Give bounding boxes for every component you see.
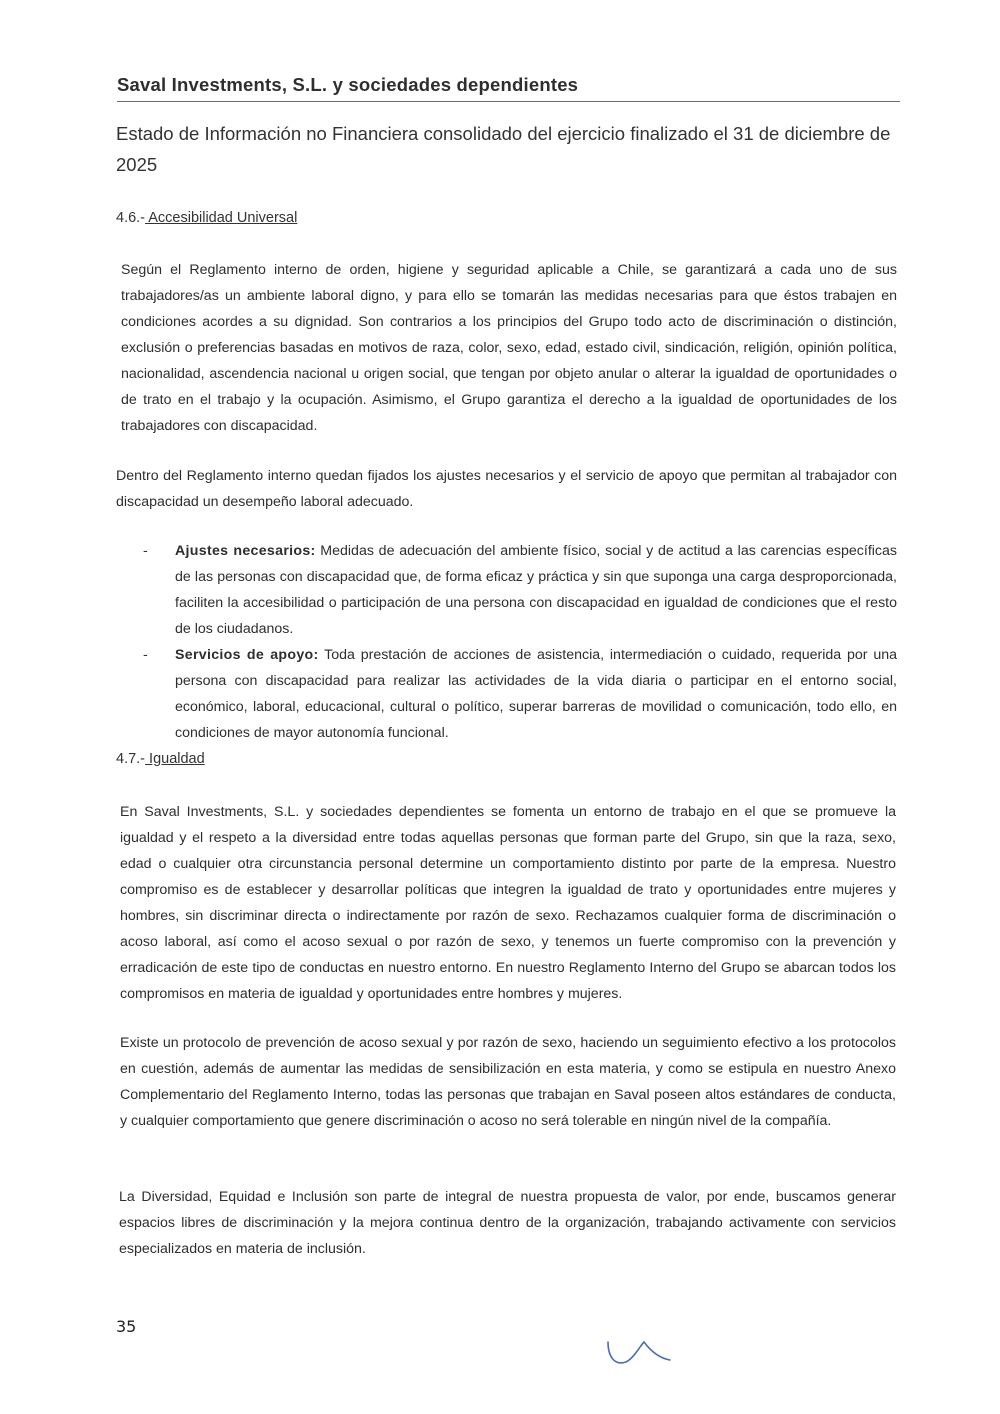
document-title: Estado de Información no Financiera consolidado del ejercicio finalizado el 31 de diciembre de 2025 (116, 123, 891, 175)
paragraph: Dentro del Reglamento interno quedan fijados los ajustes necesarios y el servicio de apoyo que permitan al trabajador con discapacidad un desempeño laboral adecuado. (116, 468, 897, 510)
paragraph: La Diversidad, Equidad e Inclusión son parte de integral de nuestra propuesta de valor, por ende, buscamos generar espacios libres de discriminación y la mejora continua dentro de la organización, trabajando activamente con servicios especializados en materia de inclusión. (119, 1189, 896, 1257)
list-item (143, 642, 897, 746)
header-divider (117, 101, 900, 102)
section-heading-igualdad (116, 751, 205, 767)
bullet-text: Toda prestación de acciones de asistencia, intermediación o cuidado, requerida por una persona con discapacidad para realizar las actividades de la vida diaria o participar en el entorno social, económico, laboral, educacional, cultural o político, superar barreras de movilidad o comunicación, todo ello, en condiciones de mayor autonomía funcional. (175, 647, 897, 741)
bullet-dash: - (143, 647, 148, 663)
section-title: Accesibilidad Universal (145, 210, 298, 226)
paragraph: Según el Reglamento interno de orden, higiene y seguridad aplicable a Chile, se garantizará a cada uno de sus trabajadores/as un ambiente laboral digno, y para ello se tomarán las medidas necesarias para que éstos trabajen en condiciones acordes a su dignidad. Son contrarios a los principios del Grupo todo acto de discriminación o distinción, exclusión o preferencias basadas en motivos de raza, color, sexo, edad, estado civil, sindicación, religión, opinión política, nacionalidad, ascendencia nacional u origen social, que tengan por objeto anular o alterar la igualdad de oportunidades o de trato en el trabajo y la ocupación. Asimismo, el Grupo garantiza el derecho a la igualdad de oportunidades de los trabajadores con discapacidad. (121, 262, 897, 434)
bullet-list (143, 538, 897, 746)
bullet-term: Servicios de apoyo: (175, 647, 319, 663)
section-title: Igualdad (145, 751, 205, 767)
company-name: Saval Investments, S.L. y sociedades dependientes (117, 74, 579, 95)
section-number: 4.6.- (116, 210, 146, 226)
paragraph: En Saval Investments, S.L. y sociedades dependientes se fomenta un entorno de trabajo en el que se promueve la igualdad y el respeto a la diversidad entre todas aquellas personas que forman parte del Grupo, sin que la raza, sexo, edad o cualquier otra circunstancia personal determine un comportamiento distinto por parte de la empresa. Nuestro compromiso es de establecer y desarrollar políticas que integren la igualdad de trato y oportunidades entre mujeres y hombres, sin discriminar directa o indirectamente por razón de sexo. Rechazamos cualquier forma de discriminación o acoso laboral, así como el acoso sexual o por razón de sexo, y tenemos un fuerte compromiso con la prevención y erradicación de este tipo de conductas en nuestro entorno. En nuestro Reglamento Interno del Grupo se abarcan todos los compromisos en materia de igualdad y oportunidades entre hombres y mujeres. (120, 804, 896, 1002)
signature-mark (604, 1336, 676, 1372)
page-number: 35 (116, 1317, 137, 1336)
list-item (143, 538, 897, 642)
bullet-term: Ajustes necesarios: (175, 543, 316, 559)
bullet-dash: - (143, 543, 148, 559)
bullet-text: Medidas de adecuación del ambiente físico, social y de actitud a las carencias específicas de las personas con discapacidad que, de forma eficaz y práctica y sin que suponga una carga desproporcionada, faciliten la accesibilidad o participación de una persona con discapacidad en igualdad de condiciones que el resto de los ciudadanos. (175, 543, 897, 637)
section-heading-accesibilidad (116, 210, 297, 226)
section-number: 4.7.- (116, 751, 146, 767)
paragraph: Existe un protocolo de prevención de acoso sexual y por razón de sexo, haciendo un seguimiento efectivo a los protocolos en cuestión, además de aumentar las medidas de sensibilización en esta materia, y como se estipula en nuestro Anexo Complementario del Reglamento Interno, todas las personas que trabajan en Saval poseen altos estándares de conducta, y cualquier comportamiento que genere discriminación o acoso no será tolerable en ningún nivel de la compañía. (120, 1035, 896, 1129)
